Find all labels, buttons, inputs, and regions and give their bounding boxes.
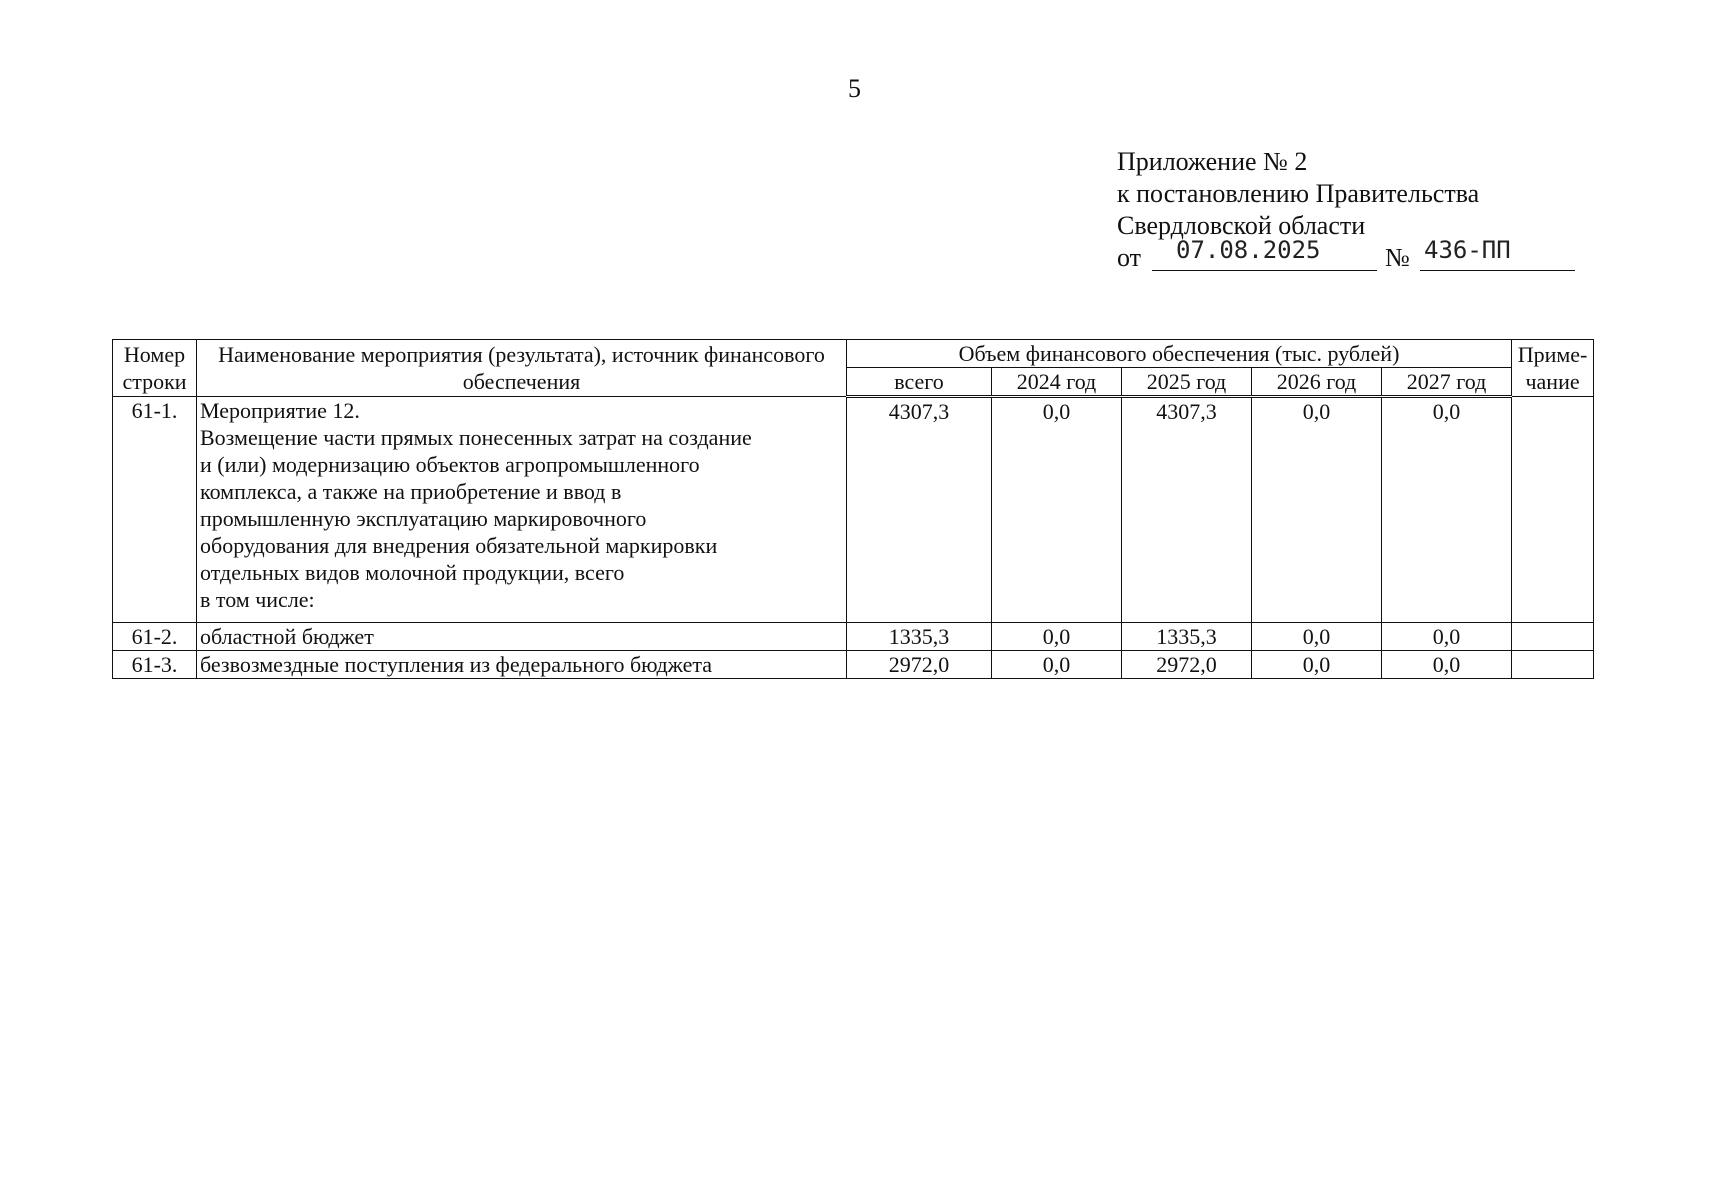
cell-2025: 4307,3	[1122, 397, 1252, 623]
appendix-decree: к постановлению Правительства	[1117, 179, 1480, 208]
cell-2026: 0,0	[1252, 397, 1382, 623]
number-prefix: №	[1385, 243, 1410, 272]
funding-table	[112, 339, 1594, 679]
header-name: Наименование мероприятия (результата), источник финансового обеспечения	[197, 340, 847, 397]
date-prefix: от	[1117, 243, 1142, 272]
header-row-number: Номер строки	[113, 340, 197, 397]
appendix-region: Свердловской области	[1117, 211, 1366, 240]
number-field	[1420, 236, 1575, 271]
cell-note	[1512, 623, 1594, 651]
name-line: и (или) модернизацию объектов агропромышленного	[200, 452, 700, 477]
name-line: Возмещение части прямых понесенных затрат на создание	[200, 425, 752, 450]
cell-2027: 0,0	[1382, 651, 1512, 679]
row-name	[197, 397, 847, 623]
header-total: всего	[847, 368, 992, 397]
cell-note	[1512, 397, 1594, 623]
cell-total: 1335,3	[847, 623, 992, 651]
cell-total: 4307,3	[847, 397, 992, 623]
appendix-block	[1117, 146, 1577, 276]
cell-note	[1512, 651, 1594, 679]
name-line: промышленную эксплуатацию маркировочного	[200, 506, 647, 531]
cell-2024: 0,0	[992, 651, 1122, 679]
cell-2027: 0,0	[1382, 623, 1512, 651]
cell-2026: 0,0	[1252, 651, 1382, 679]
row-name: безвозмездные поступления из федерального бюджета	[197, 651, 847, 679]
cell-2024: 0,0	[992, 623, 1122, 651]
row-name: областной бюджет	[197, 623, 847, 651]
decree-date: 07.08.2025	[1176, 236, 1321, 264]
name-line: в том числе:	[200, 587, 315, 612]
row-number: 61-2.	[113, 623, 197, 651]
name-line: комплекса, а также на приобретение и ввод в	[200, 479, 622, 504]
cell-2025: 2972,0	[1122, 651, 1252, 679]
header-2024: 2024 год	[992, 368, 1122, 397]
appendix-date-number	[1117, 236, 1577, 276]
cell-2024: 0,0	[992, 397, 1122, 623]
page-number: 5	[848, 74, 861, 103]
name-line: Мероприятие 12.	[200, 398, 360, 423]
name-line: отдельных видов молочной продукции, всего	[200, 560, 625, 585]
cell-2027: 0,0	[1382, 397, 1512, 623]
header-funding-group: Объем финансового обеспечения (тыс. рублей)	[847, 340, 1512, 368]
table-row	[113, 651, 1594, 679]
table-row	[113, 623, 1594, 651]
header-note: Приме-чание	[1512, 340, 1594, 397]
header-2027: 2027 год	[1382, 368, 1512, 397]
row-number: 61-1.	[113, 397, 197, 623]
name-line: оборудования для внедрения обязательной маркировки	[200, 533, 718, 558]
cell-2026: 0,0	[1252, 623, 1382, 651]
row-number: 61-3.	[113, 651, 197, 679]
decree-number: 436-ПП	[1424, 236, 1511, 264]
cell-total: 2972,0	[847, 651, 992, 679]
cell-2025: 1335,3	[1122, 623, 1252, 651]
header-2025: 2025 год	[1122, 368, 1252, 397]
header-2026: 2026 год	[1252, 368, 1382, 397]
date-field	[1152, 236, 1377, 271]
table-row	[113, 397, 1594, 623]
appendix-title: Приложение № 2	[1117, 147, 1308, 176]
